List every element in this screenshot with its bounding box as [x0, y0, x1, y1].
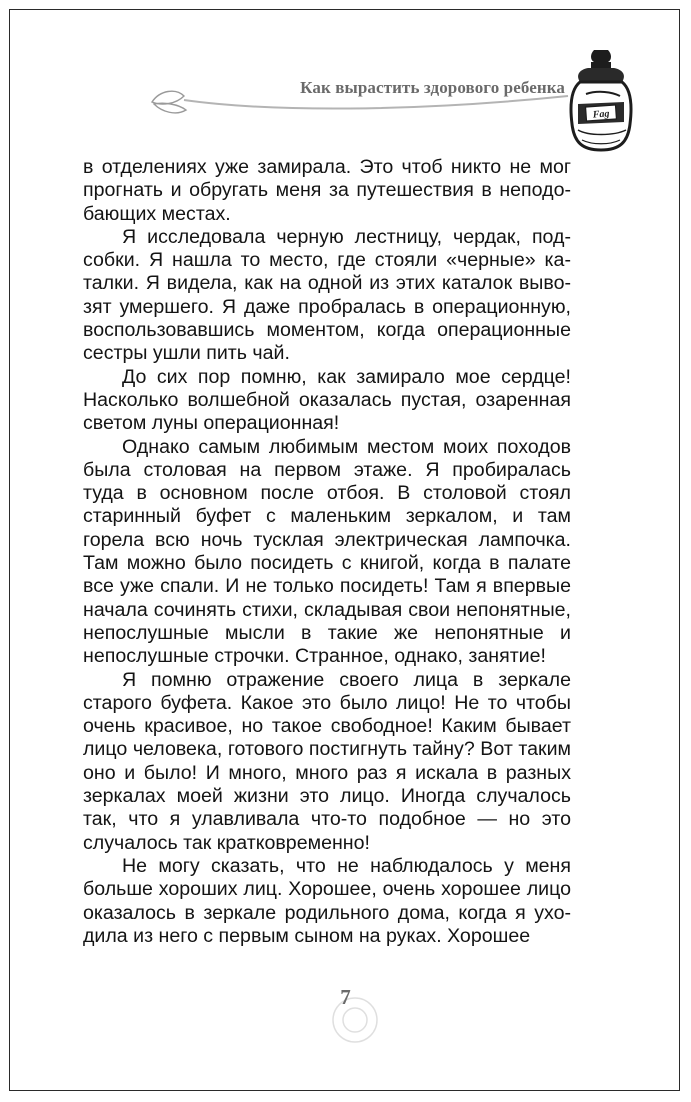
paragraph-1: в отделениях уже замирала. Это чтоб никто не мог прогнать и обругать меня за путешествия в неподобающих местах.	[83, 156, 571, 225]
paragraph-3: До сих пор помню, как замирало мое сердце! Насколько волшебной оказалась пустая, озаренная светом луны операционная!	[83, 365, 571, 435]
page-body-text	[83, 156, 571, 948]
running-title: Как вырастить здорового ребенка	[300, 78, 565, 97]
paragraph-2: Я исследовала черную лестницу, чердак, подсобки. Я нашла то место, где стояли «черные» каталки. Я видела, как на одной из этих каталок вывозят умершего. Я даже пробралась в операционную, воспользовавшись моментом, когда операционные сестры ушли пить чай.	[83, 225, 571, 365]
jar-label-text: Fag	[592, 108, 610, 121]
jar-illustration	[568, 46, 634, 156]
page-number: 7	[340, 985, 351, 1009]
paragraph-4: Однако самым любимым местом моих походов была столовая на первом этаже. Я пробиралась туда в основном после отбоя. В столовой стоял старинный буфет с маленьким зеркалом, и там горела всю ночь тусклая электрическая лампочка. Там можно было посидеть с книгой, когда в палате все уже спали. И не только посидеть! Там я впервые начала сочинять стихи, складывая свои непонятные, непослушные мысли в такие же непонятные и непослушные строчки. Странное, однако, занятие!	[83, 435, 571, 668]
paragraph-6: Не могу сказать, что не наблюдалось у меня больше хороших лиц. Хорошее, очень хорошее лицо оказалось в зеркале родильного дома, когда я уходила из него с первым сыном на руках. Хорошее	[83, 854, 571, 947]
paragraph-5: Я помню отражение своего лица в зеркале старого буфета. Какое это было лицо! Не то чтобы очень красивое, но такое свободное! Каким бывает лицо человека, готового постигнуть тайну? Вот таким оно и было! И много, много раз я искала в разных зеркалах моей жизни это лицо. Иногда случалось так, что я улавливала что-то подобное — но это случалось так кратковременно!	[83, 668, 571, 854]
